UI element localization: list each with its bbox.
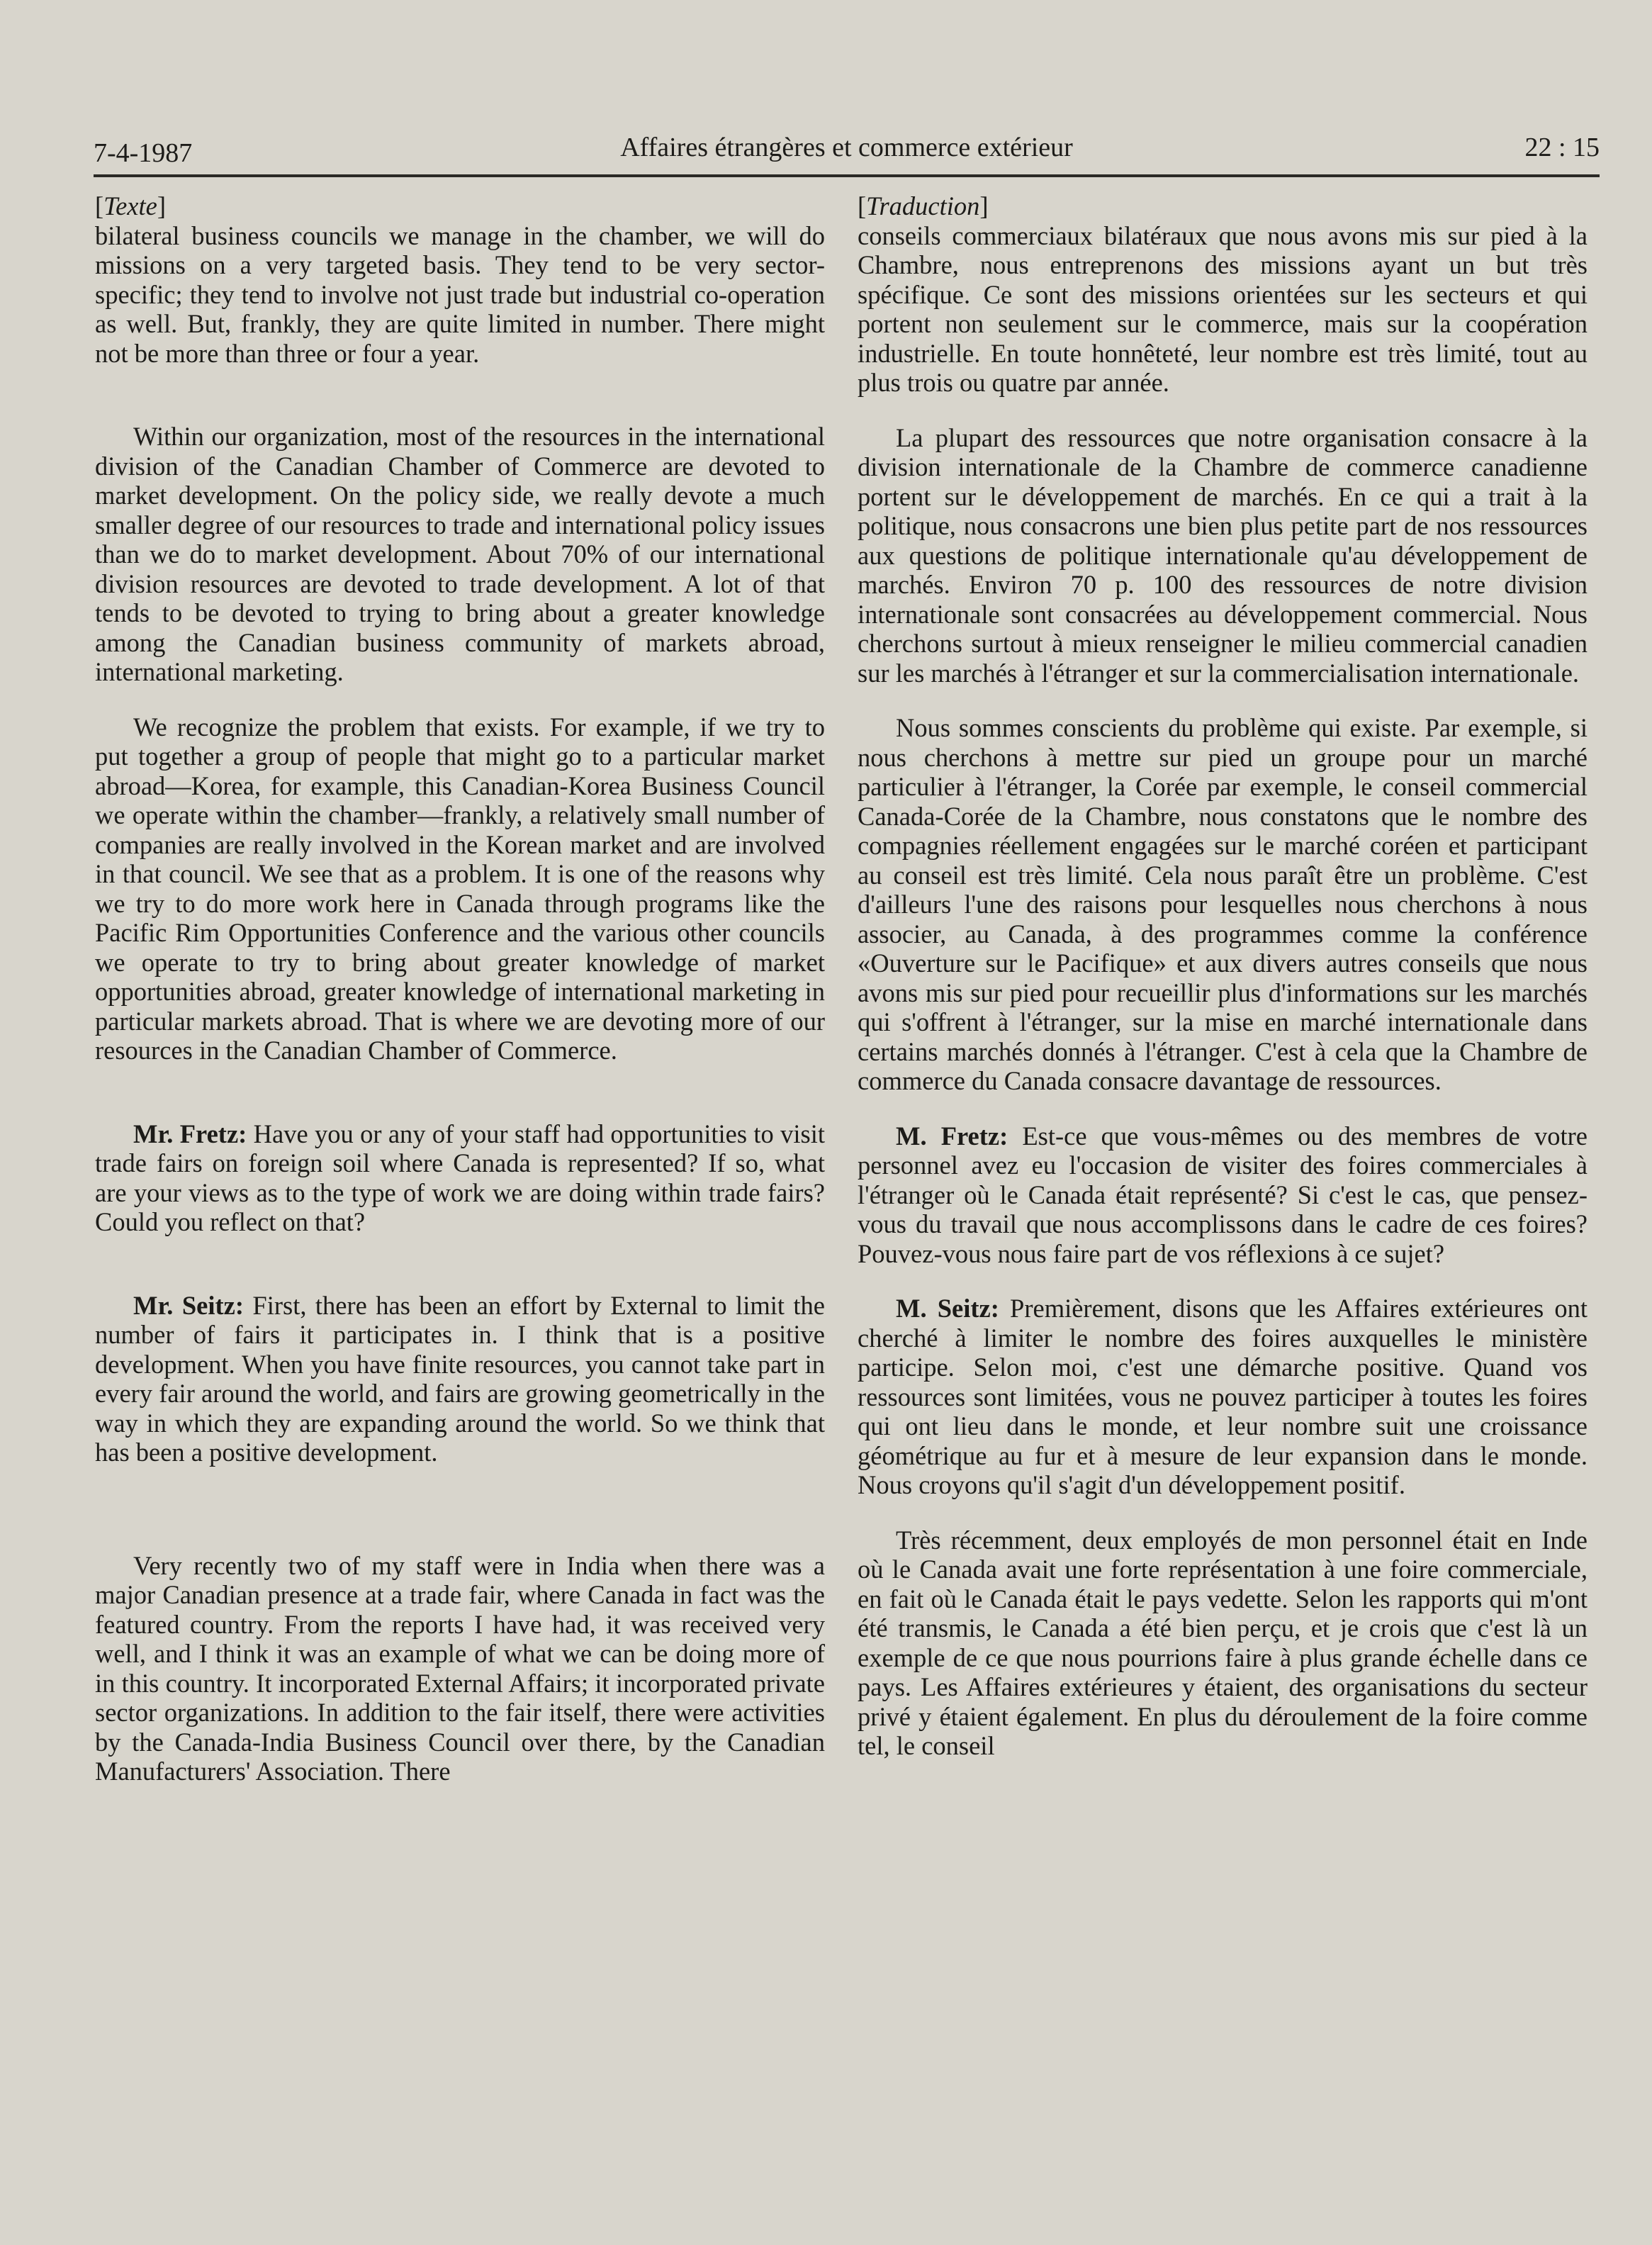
- paragraph-text: Very recently two of my staff were in India when there was a major Canadian presence at a trade fair, where Canada in fact was the featured country. From the reports I have had, it was received very well, and I think it was an example of what we can be doing more of in this country. It incorporated External Affairs; it incorporated private sector organizations. In addition to the fair itself, there were activities by the Canada-India Business Council over there, by the Canadian Manufacturers' Association. There: [95, 1550, 825, 1786]
- header-title: Affaires étrangères et commerce extérieur: [620, 133, 1073, 162]
- paragraph: [95, 422, 825, 687]
- paragraph: [95, 221, 825, 369]
- header-date: 7-4-1987: [94, 138, 193, 168]
- paragraph-text: Nous sommes conscients du problème qui existe. Par exemple, si nous cherchons à mettre sur pied un groupe pour un marché particulier à l'étranger, la Corée par exemple, le conseil commercial Canada-Corée de la Chambre, nous constatons que le nombre des compagnies réellement engagées sur le marché coréen et participant au conseil est très limité. Cela nous paraît être un problème. C'est d'ailleurs l'une des raisons pour lesquelles nous cherchons à nous associer, au Canada, à des programmes comme la conférence «Ouverture sur le Pacifique» et aux divers autres conseils que nous avons mis sur pied pour recueillir plus d'informations sur les marchés qui s'offrent à l'étranger, sur la mise en marché internationale dans certains marchés donnés à l'étranger. C'est à cela que la Chambre de commerce du Canada consacre davantage de ressources.: [858, 713, 1588, 1095]
- paragraph-text: Est-ce que vous-mêmes ou des membres de votre personnel avez eu l'occasion de visiter des foires commerciales à l'étranger où le Canada était représenté? Si c'est le cas, que pensez-vous du travail que nous accomplissons dans le cadre de ces foires? Pouvez-vous nous faire part de vos réflexions à ce sujet?: [858, 1121, 1588, 1268]
- speaker-name: M. Seitz:: [896, 1294, 999, 1323]
- paragraph: [858, 1525, 1588, 1761]
- paragraph: [95, 712, 825, 1065]
- paragraph: [858, 221, 1588, 398]
- paragraph: [95, 1291, 825, 1467]
- column-label: [Texte]: [95, 191, 167, 220]
- paragraph-text: bilateral business councils we manage in the chamber, we will do missions on a very targeted basis. They tend to be very sector-specific; they tend to involve not just trade but industrial co-operation as well. But, frankly, they are quite limited in number. There might not be more than three or four a year.: [95, 220, 825, 368]
- paragraph-text: conseils commerciaux bilatéraux que nous avons mis sur pied à la Chambre, nous entreprenons des missions ayant un but très spécifique. Ce sont des missions orientées sur les secteurs et qui portent non seulement sur le commerce, mais sur la coopération industrielle. En toute honnêteté, leur nombre est très limité, tout au plus trois ou quatre par année.: [858, 220, 1588, 397]
- paragraph: [95, 1119, 825, 1237]
- paragraph-text: La plupart des ressources que notre organisation consacre à la division internationale de la Chambre de commerce canadienne portent sur le développement de marchés. En ce qui a trait à la politique, nous consacrons une bien plus petite part de nos ressources aux questions de politique internationale qu'au développement de marchés. Environ 70 p. 100 des ressources de notre division internationale sont consacrées au développement commercial. Nous cherchons surtout à mieux renseigner le milieu commercial canadien sur les marchés à l'étranger et sur la commercialisation internationale.: [858, 422, 1588, 688]
- header-page-number: 22 : 15: [1524, 133, 1600, 162]
- page-header: [94, 132, 1600, 176]
- paragraph: [95, 1551, 825, 1786]
- column-label: [Traduction]: [858, 191, 989, 220]
- paragraph-text: Have you or any of your staff had opportunities to visit trade fairs on foreign soil where Canada is represented? If so, what are your views as to the type of work we are doing within trade fairs? Could you reflect on that?: [95, 1119, 825, 1236]
- paragraph-text: First, there has been an effort by External to limit the number of fairs it participates in. I think that is a positive development. When you have finite resources, you cannot take part in every fair around the world, and fairs are growing geometrically in the way in which they are expanding around the world. So we think that has been a positive development.: [95, 1290, 826, 1467]
- paragraph-text: Très récemment, deux employés de mon personnel était en Inde où le Canada avait une forte représentation à une foire commerciale, en fait où le Canada était le pays vedette. Selon les rapports qui m'ont été transmis, le Canada a été bien perçu, et je crois que c'est là un exemple de ce que nous pourrions faire à plus grande échelle dans ce pays. Les Affaires extérieures y étaient, des organisations du secteur privé y étaient également. En plus du déroulement de la foire comme tel, le conseil: [858, 1525, 1588, 1760]
- speaker-name: M. Fretz:: [896, 1121, 1008, 1151]
- header-rule: [94, 174, 1600, 177]
- paragraph: [858, 423, 1588, 688]
- paragraph-text: We recognize the problem that exists. For example, if we try to put together a group of people that might go to a particular market abroad—Korea, for example, this Canadian-Korea Business Council we operate within the chamber—frankly, a relatively small number of companies are really involved in the Korean market and are involved in that council. We see that as a problem. It is one of the reasons why we try to do more work here in Canada through programs like the Pacific Rim Opportunities Conference and the various other councils we operate to try to bring about greater knowledge of market opportunities abroad, greater knowledge of international marketing in particular markets abroad. That is where we are devoting more of our resources in the Canadian Chamber of Commerce.: [95, 712, 825, 1065]
- paragraph-text: Within our organization, most of the resources in the international division of the Canadian Chamber of Commerce are devoted to market development. On the policy side, we really devote a much smaller degree of our resources to trade and international policy issues than we do to market development. About 70% of our international division resources are devoted to trade development. A lot of that tends to be devoted to trying to bring about a greater knowledge among the Canadian business community of markets abroad, international marketing.: [95, 422, 825, 686]
- paragraph: [858, 713, 1588, 1096]
- speaker-name: Mr. Seitz:: [133, 1290, 244, 1320]
- french-column: [858, 191, 1588, 1761]
- speaker-name: Mr. Fretz:: [133, 1119, 247, 1148]
- paragraph-text: Premièrement, disons que les Affaires extérieures ont cherché à limiter le nombre des foires auxquelles le ministère participe. Selon moi, c'est une démarche positive. Quand vos ressources sont limitées, vous ne pouvez participer à toutes les foires qui ont lieu dans le monde, et leur nombre suit une croissance géométrique au fur et à mesure de leur expansion dans le monde. Nous croyons qu'il s'agit d'un développement positif.: [858, 1294, 1588, 1499]
- paragraph: [858, 1121, 1588, 1269]
- english-column: [95, 191, 825, 1786]
- paragraph: [858, 1294, 1588, 1500]
